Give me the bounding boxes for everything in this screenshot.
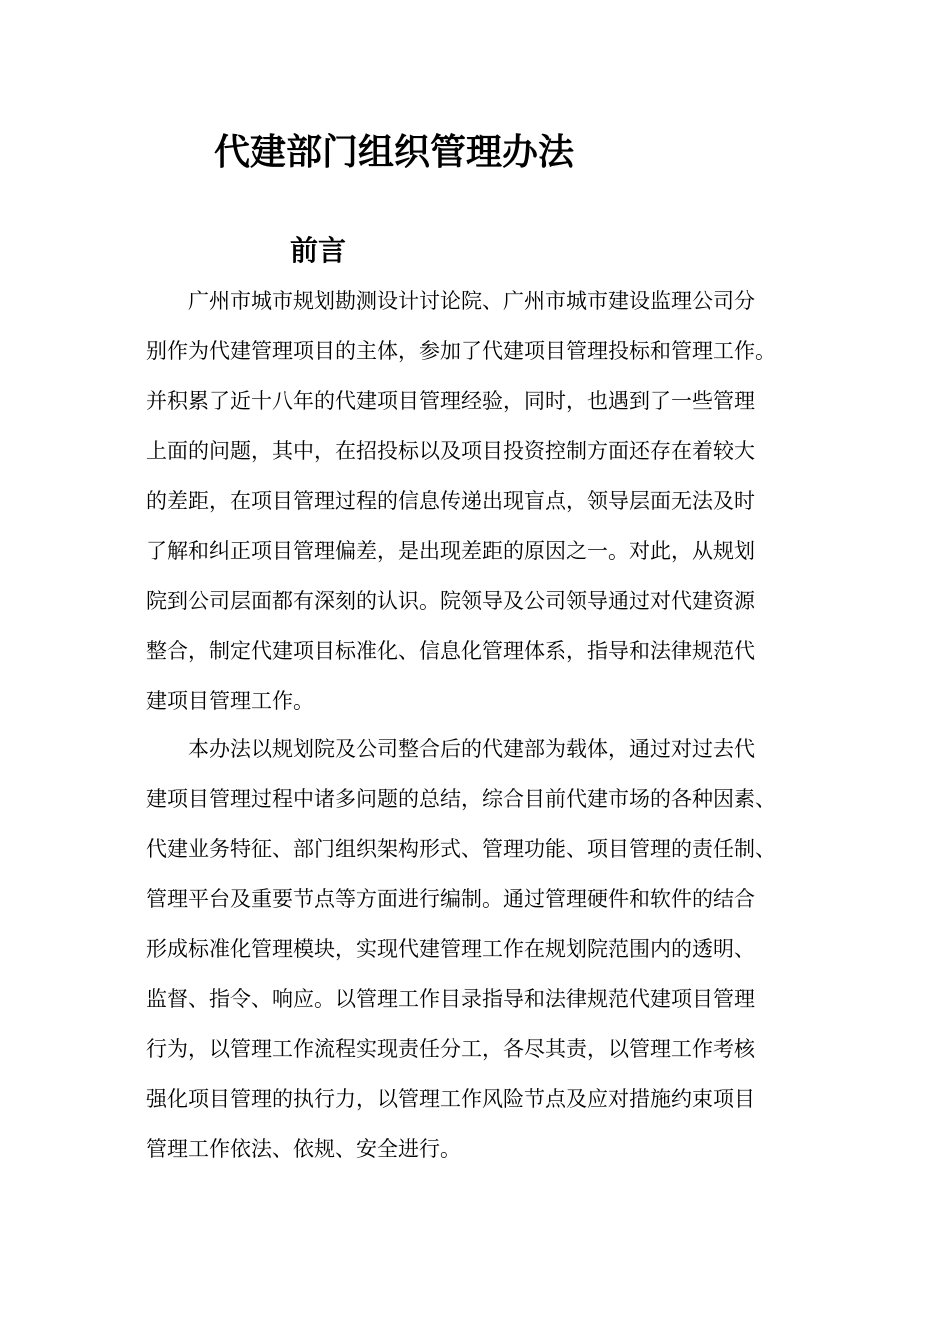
paragraph-line: 的差距，在项目管理过程的信息传递出现盲点，领导层面无法及时	[146, 489, 755, 513]
paragraph-line: 管理平台及重要节点等方面进行编制。通过管理硬件和软件的结合	[146, 887, 755, 911]
section-heading-preface: 前言	[290, 234, 347, 267]
paragraph-line: 建项目管理工作。	[146, 689, 314, 713]
paragraph-line: 院到公司层面都有深刻的认识。院领导及公司领导通过对代建资源	[146, 589, 755, 613]
paragraph-line: 代建业务特征、部门组织架构形式、管理功能、项目管理的责任制、	[146, 837, 776, 861]
document-title: 代建部门组织管理办法	[214, 131, 575, 173]
paragraph-line: 建项目管理过程中诸多问题的总结，综合目前代建市场的各种因素、	[146, 787, 776, 811]
paragraph-line: 并积累了近十八年的代建项目管理经验，同时，也遇到了一些管理	[146, 389, 755, 413]
paragraph-line: 广州市城市规划勘测设计讨论院、广州市城市建设监理公司分	[188, 289, 755, 313]
paragraph-line: 监督、指令、响应。以管理工作目录指导和法律规范代建项目管理	[146, 987, 755, 1011]
paragraph-line: 上面的问题，其中，在招投标以及项目投资控制方面还存在着较大	[146, 439, 755, 463]
paragraph-line: 管理工作依法、依规、安全进行。	[146, 1137, 461, 1161]
paragraph-line: 别作为代建管理项目的主体，参加了代建项目管理投标和管理工作。	[146, 339, 776, 363]
paragraph-line: 了解和纠正项目管理偏差，是出现差距的原因之一。对此，从规划	[146, 539, 755, 563]
paragraph-line: 形成标准化管理模块，实现代建管理工作在规划院范围内的透明、	[146, 937, 755, 961]
paragraph-line: 行为，以管理工作流程实现责任分工，各尽其责，以管理工作考核	[146, 1037, 755, 1061]
paragraph-line: 本办法以规划院及公司整合后的代建部为载体，通过对过去代	[188, 737, 755, 761]
paragraph-line: 整合，制定代建项目标准化、信息化管理体系，指导和法律规范代	[146, 639, 755, 663]
paragraph-line: 强化项目管理的执行力，以管理工作风险节点及应对措施约束项目	[146, 1087, 755, 1111]
